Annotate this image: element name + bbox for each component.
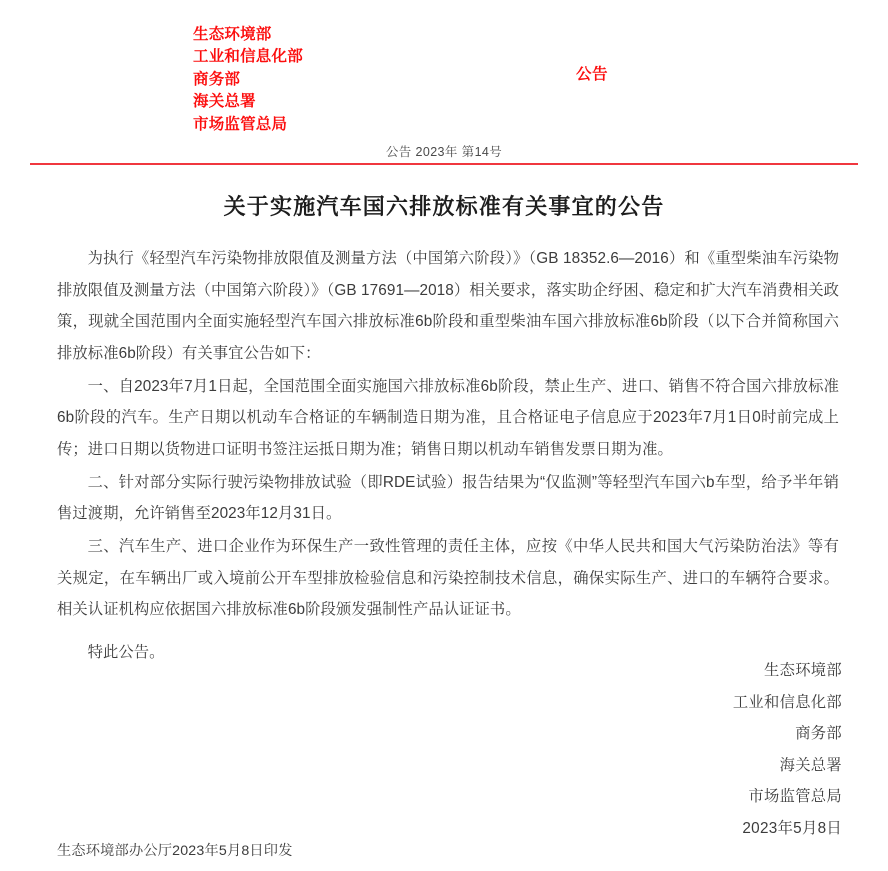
closing-statement: 特此公告。 bbox=[87, 643, 165, 661]
issuing-agency-item: 市场监管总局 bbox=[193, 115, 288, 133]
body-paragraph-item-2: 二、针对部分实际行驶污染物排放试验（即RDE试验）报告结果为“仅监测”等轻型汽车国六b车型，给予半年销售过渡期，允许销售至2023年12月31日。 bbox=[57, 473, 839, 522]
document-type-mark: 公告 bbox=[576, 66, 609, 83]
signature-agency: 工业和信息化部 bbox=[732, 693, 842, 711]
body-paragraph-item-3: 三、汽车生产、进口企业作为环保生产一致性管理的责任主体，应按《中华人民共和国大气污染防治法》等有关规定，在车辆出厂或入境前公开车型排放检验信息和污染控制技术信息，确保实际生产、进口的车辆符合要求。相关认证机构应依据国六排放标准6b阶段颁发强制性产品认证证书。 bbox=[57, 538, 839, 618]
issuing-agency-list bbox=[193, 24, 303, 136]
document-number: 公告 2023年 第14号 bbox=[385, 145, 503, 159]
signature-agency: 海关总署 bbox=[779, 756, 842, 774]
issuing-agency-item: 海关总署 bbox=[193, 93, 256, 111]
body-paragraph: 为执行《轻型汽车污染物排放限值及测量方法（中国第六阶段）》（GB 18352.6—2016）和《重型柴油车污染物排放限值及测量方法（中国第六阶段）》（GB 17691—2018）相关要求，落实助企纾困、稳定和扩大汽车消费相关政策，现就全国范围内全面实施轻型汽车国六排放标准6b阶段和重型柴油车国六排放标准6b阶段（以下合并简称国六排放标准6b阶段）有关事宜公告如下： bbox=[57, 250, 839, 362]
signature-block bbox=[733, 655, 842, 844]
page-title: 关于实施汽车国六排放标准有关事宜的公告 bbox=[223, 194, 665, 219]
issuing-agency-item: 生态环境部 bbox=[193, 26, 272, 43]
document-body bbox=[57, 243, 839, 670]
signature-agency: 生态环境部 bbox=[764, 662, 842, 679]
signature-agency: 商务部 bbox=[795, 725, 842, 742]
document-header bbox=[0, 0, 888, 133]
issuing-agency-item: 商务部 bbox=[193, 70, 241, 88]
signature-date: 2023年5月8日 bbox=[742, 819, 842, 837]
footer-issuing-office: 生态环境部办公厅2023年5月8日印发 bbox=[57, 843, 293, 859]
signature-agency: 市场监管总局 bbox=[748, 788, 842, 805]
issuing-agency-item: 工业和信息化部 bbox=[193, 48, 303, 66]
body-paragraph-item-1: 一、自2023年7月1日起，全国范围全面实施国六排放标准6b阶段，禁止生产、进口、销售不符合国六排放标准6b阶段的汽车。生产日期以机动车合格证的车辆制造日期为准，且合格证电子信息应于2023年7月1日0时前完成上传；进口日期以货物进口证明书签注运抵日期为准；销售日期以机动车销售发票日期为准。 bbox=[57, 377, 840, 458]
red-separator-rule bbox=[30, 163, 858, 165]
